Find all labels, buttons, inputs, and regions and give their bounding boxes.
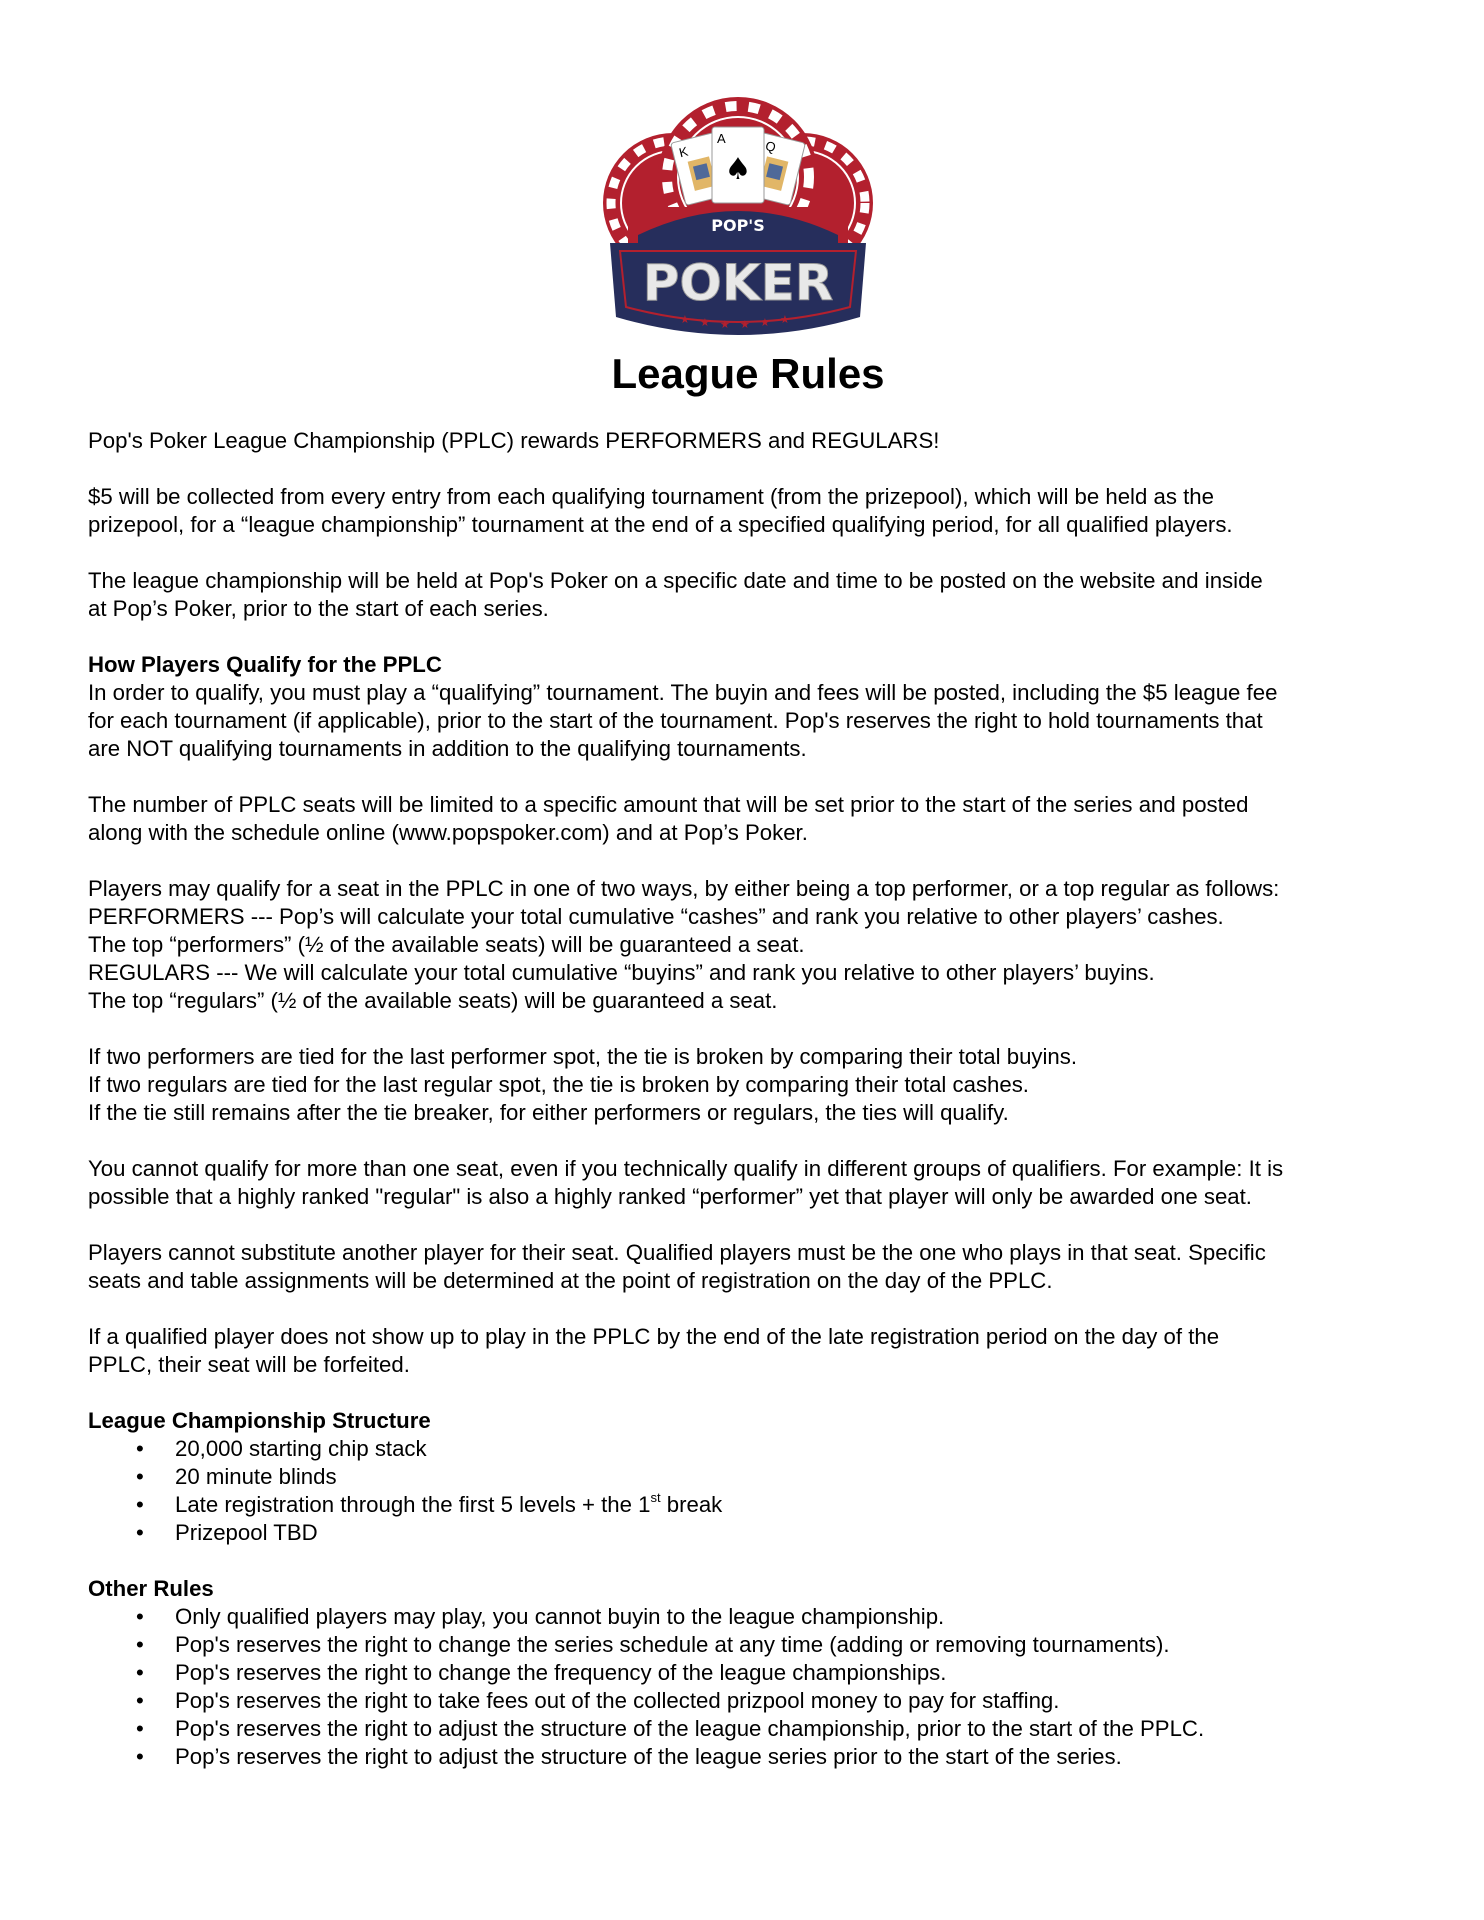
text-line: are NOT qualifying tournaments in addition to the qualifying tournaments. <box>88 736 807 761</box>
text-line: seats and table assignments will be determined at the point of registration on the day of the PPLC. <box>88 1268 1053 1293</box>
svg-text:K: K <box>677 143 690 161</box>
svg-text:★: ★ <box>680 313 690 326</box>
forfeit-paragraph <box>88 1323 1408 1379</box>
text-line: The number of PPLC seats will be limited to a specific amount that will be set prior to the start of the series and posted <box>88 792 1249 817</box>
qualify-section <box>88 651 1408 763</box>
text-line: at Pop’s Poker, prior to the start of each series. <box>88 596 549 621</box>
list-item <box>88 1435 1408 1463</box>
bullet-icon: • <box>136 1436 144 1461</box>
svg-text:★: ★ <box>700 316 710 329</box>
list-item-text: Prizepool TBD <box>175 1520 318 1545</box>
list-item-text: Pop’s reserves the right to adjust the structure of the league series prior to the start of the series. <box>175 1744 1122 1769</box>
text-line: $5 will be collected from every entry from each qualifying tournament (from the prizepool), which will be held as the <box>88 484 1214 509</box>
text-line: possible that a highly ranked "regular" is also a highly ranked “performer” yet that player will only be awarded one seat. <box>88 1184 1252 1209</box>
logo-poker-text: POKER <box>642 254 834 312</box>
svg-text:♠: ♠ <box>724 152 752 187</box>
svg-text:★: ★ <box>720 318 730 331</box>
text-line: The league championship will be held at Pop's Poker on a specific date and time to be posted on the website and inside <box>88 568 1263 593</box>
list-item <box>88 1715 1408 1743</box>
one-seat-paragraph <box>88 1155 1408 1211</box>
schedule-paragraph <box>88 567 1408 623</box>
list-item-text: 20,000 starting chip stack <box>175 1436 427 1461</box>
list-item <box>88 1631 1408 1659</box>
qualify-heading: How Players Qualify for the PPLC <box>88 652 442 677</box>
seats-paragraph <box>88 791 1408 847</box>
list-item-text: Pop's reserves the right to adjust the structure of the league championship, prior to the start of the PPLC. <box>175 1716 1205 1741</box>
text-line: If two regulars are tied for the last regular spot, the tie is broken by comparing their total cashes. <box>88 1072 1029 1097</box>
list-item-text: break <box>660 1492 723 1517</box>
list-item-text: 20 minute blinds <box>175 1464 337 1489</box>
ties-paragraph <box>88 1043 1408 1127</box>
svg-text:★: ★ <box>740 318 750 331</box>
svg-text:★: ★ <box>760 316 770 329</box>
intro-paragraph <box>88 427 1408 455</box>
bullet-icon: • <box>136 1464 144 1489</box>
list-item <box>88 1603 1408 1631</box>
text-line: If a qualified player does not show up to play in the PPLC by the end of the late registration period on the day of the <box>88 1324 1220 1349</box>
text-line: Players may qualify for a seat in the PPLC in one of two ways, by either being a top performer, or a top regular as follows: <box>88 876 1280 901</box>
list-item-text: Only qualified players may play, you cannot buyin to the league championship. <box>175 1604 945 1629</box>
list-item-text: Pop's reserves the right to take fees out of the collected prizpool money to pay for staffing. <box>175 1688 1060 1713</box>
text-line: If the tie still remains after the tie breaker, for either performers or regulars, the ties will qualify. <box>88 1100 1009 1125</box>
svg-text:Q: Q <box>763 137 778 155</box>
bullet-icon: • <box>136 1520 144 1545</box>
svg-text:★: ★ <box>780 313 790 326</box>
text-line: for each tournament (if applicable), prior to the start of the tournament. Pop's reserves the right to hold tournaments that <box>88 708 1263 733</box>
text-line: along with the schedule online (www.popspoker.com) and at Pop’s Poker. <box>88 820 808 845</box>
bullet-icon: • <box>136 1632 144 1657</box>
text-line: The top “regulars” (½ of the available seats) will be guaranteed a seat. <box>88 988 778 1013</box>
text-line: You cannot qualify for more than one seat, even if you technically qualify in different groups of qualifiers. For example: It is <box>88 1156 1284 1181</box>
list-item-text: Pop's reserves the right to change the frequency of the league championships. <box>175 1660 947 1685</box>
list-item <box>88 1743 1408 1771</box>
fee-paragraph <box>88 483 1408 539</box>
list-item-text: Late registration through the first 5 levels + the 1 <box>175 1492 651 1517</box>
structure-heading: League Championship Structure <box>88 1408 431 1433</box>
structure-list <box>88 1435 1408 1547</box>
text-line: PERFORMERS --- Pop’s will calculate your total cumulative “cashes” and rank you relative to other players’ cashes. <box>88 904 1224 929</box>
text-line: The top “performers” (½ of the available seats) will be guaranteed a seat. <box>88 932 805 957</box>
list-item <box>88 1687 1408 1715</box>
other-rules-list <box>88 1603 1408 1771</box>
text-line: REGULARS --- We will calculate your total cumulative “buyins” and rank you relative to other players’ buyins. <box>88 960 1155 985</box>
other-rules-heading: Other Rules <box>88 1576 214 1601</box>
substitute-paragraph <box>88 1239 1408 1295</box>
bullet-icon: • <box>136 1660 144 1685</box>
page-title: League Rules <box>611 350 885 397</box>
bullet-icon: • <box>136 1492 144 1517</box>
logo-pops-text: POP'S <box>711 216 765 235</box>
text-line: prizepool, for a “league championship” tournament at the end of a specified qualifying period, for all qualified players. <box>88 512 1233 537</box>
text-line: If two performers are tied for the last performer spot, the tie is broken by comparing their total buyins. <box>88 1044 1078 1069</box>
ace-of-spades-card-icon <box>712 127 764 203</box>
rules-content <box>88 427 1408 1799</box>
bullet-icon: • <box>136 1744 144 1769</box>
bullet-icon: • <box>136 1688 144 1713</box>
text-line: PPLC, their seat will be forfeited. <box>88 1352 410 1377</box>
pops-poker-logo <box>598 95 878 345</box>
text-line: Pop's Poker League Championship (PPLC) rewards PERFORMERS and REGULARS! <box>88 428 940 453</box>
list-item <box>88 1519 1408 1547</box>
list-item-text: Pop's reserves the right to change the series schedule at any time (adding or removing tournaments). <box>175 1632 1170 1657</box>
list-item <box>88 1463 1408 1491</box>
text-line: Players cannot substitute another player for their seat. Qualified players must be the one who plays in that seat. Specific <box>88 1240 1266 1265</box>
list-item <box>88 1659 1408 1687</box>
logo-graphic <box>598 95 878 345</box>
svg-text:A: A <box>717 131 726 146</box>
ordinal-suffix: st <box>650 1489 661 1505</box>
ways-paragraph <box>88 875 1408 1015</box>
text-line: In order to qualify, you must play a “qualifying” tournament. The buyin and fees will be posted, including the $5 league fee <box>88 680 1278 705</box>
bullet-icon: • <box>136 1716 144 1741</box>
bullet-icon: • <box>136 1604 144 1629</box>
list-item <box>88 1491 1408 1519</box>
